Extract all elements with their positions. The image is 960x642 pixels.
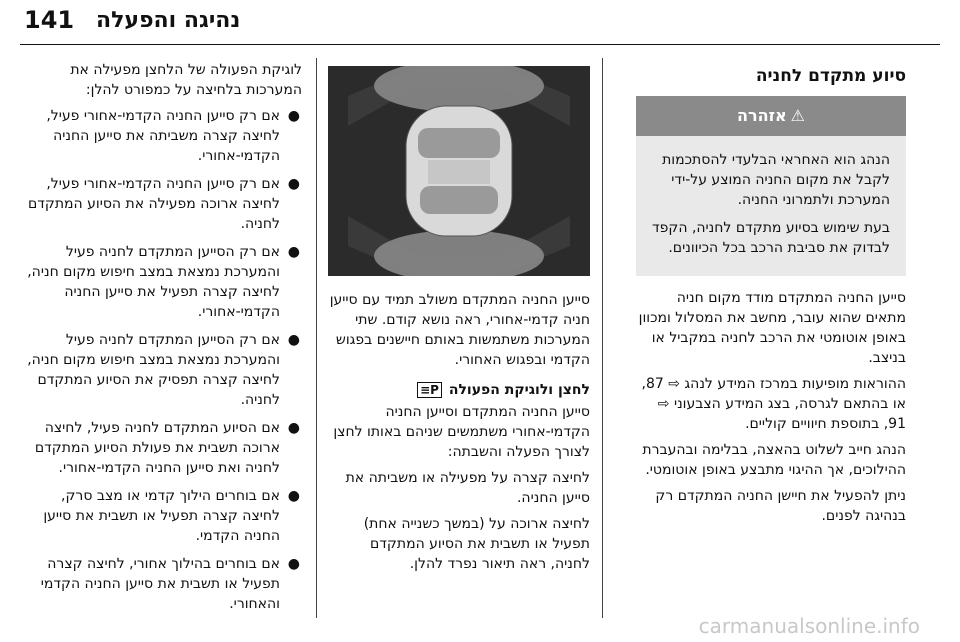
column-divider-right: [602, 58, 603, 618]
column-left: [26, 60, 302, 622]
column-divider-left: [316, 58, 317, 618]
bullet-icon: ●: [287, 488, 300, 504]
list-item: ● אם הסיוע המתקדם לחניה פעיל, לחיצה ארוכה תשבית את פעולת הסיוע המתקדם לחניה ואת סייען החניה הקדמי-אחורי.: [34, 420, 300, 476]
parking-sensor-illustration: [328, 66, 590, 276]
bullet-icon: ●: [287, 556, 300, 572]
watermark: carmanualsonline.info: [698, 614, 920, 638]
warning-body: [636, 136, 906, 276]
list-item: ● אם רק סייען החניה הקדמי-אחורי פעיל, לחיצה קצרה משביתה את סייען החניה הקדמי-אחורי.: [46, 108, 300, 164]
page-title: נהיגה והפעלה: [96, 8, 241, 33]
body-paragraph: סייען החניה המתקדם וסייען החניה הקדמי-אחורי משתמשים שניהם באותו לחצן לצורך הפעלה והשבתה:: [333, 404, 590, 460]
header-rule: [20, 44, 940, 45]
body-paragraph: לחיצה קצרה על מפעילה או משביתה את סייען החניה.: [345, 470, 590, 506]
car-sensor-diagram: [328, 66, 590, 276]
column-middle: [328, 60, 590, 580]
bullet-icon: ●: [287, 108, 300, 124]
warning-header: [636, 96, 906, 136]
body-paragraph: לוגיקת הפעולה של הלחצן מפעילה את המערכות בלחיצה על כמפורט להלן:: [70, 62, 302, 98]
page-header: [0, 0, 960, 50]
subheading: [328, 380, 590, 400]
bullet-list: [26, 106, 302, 614]
subheading-text: לחצן ולוגיקת הפעולה: [448, 382, 590, 398]
body-paragraph: ההוראות מופיעות במרכז המידע לנהג ⇨ 87, או בהתאם לגרסה, בצג המידע הצבעוני ⇨ 91, בתוספת חיוויים קוליים.: [641, 376, 906, 432]
page-number: 141: [24, 6, 75, 34]
bullet-icon: ●: [287, 244, 300, 260]
body-paragraph: הנהג חייב לשלוט בהאצה, בבלימה ובהעברת ההילוכים, אך ההיגוי מתבצע באופן אוטומטי.: [642, 442, 906, 478]
bullet-icon: ●: [287, 176, 300, 192]
warning-paragraph: בעת שימוש בסיוע מתקדם לחניה, הקפד לבדוק את סביבת הרכב בכל הכיוונים.: [652, 220, 890, 256]
list-item: ● אם בוחרים בהילוך אחורי, לחיצה קצרה תפעיל או תשבית את סייען החניה הקדמי והאחורי.: [40, 556, 300, 612]
column-right: [636, 60, 906, 532]
warning-paragraph: הנהג הוא האחראי הבלעדי להסתכמות לקבל את מקום החניה המוצע על-ידי המערכת ולתמרוני החניה.: [662, 152, 890, 208]
warning-title: אזהרה: [736, 106, 787, 125]
list-item: ● אם בוחרים הילוך קדמי או מצב סרק, לחיצה קצרה תפעיל או תשבית את סייען החניה הקדמי.: [43, 488, 300, 544]
body-paragraph: לחיצה ארוכה על (במשך כשנייה אחת) תפעיל או תשבית את הסיוע המתקדם לחניה, ראה תיאור נפרד להלן.: [363, 516, 590, 572]
list-item: ● אם רק הסייען המתקדם לחניה פעיל והמערכת נמצאת במצב חיפוש מקום חניה, לחיצה קצרה תפסיק את הסיוע המתקדם לחניה.: [27, 332, 300, 408]
warning-triangle-icon: ⚠: [790, 106, 805, 125]
list-item: ● אם רק הסייען המתקדם לחניה פעיל והמערכת נמצאת במצב חיפוש מקום חניה, לחיצה קצרה תפעיל את סייען החניה הקדמי-אחורי.: [27, 244, 300, 320]
bullet-icon: ●: [287, 332, 300, 348]
section-title: סיוע מתקדם לחניה: [755, 66, 906, 86]
bullet-icon: ●: [287, 420, 300, 436]
body-paragraph: ניתן להפעיל את חיישן החניה המתקדם רק בנהיגה לפנים.: [655, 488, 906, 524]
parking-button-icon: P≡: [417, 382, 442, 398]
warning-box: [636, 96, 906, 276]
body-paragraph: סייען החניה המתקדם מודד מקום חניה מתאים שהוא עובר, מחשב את המסלול ומכוון באופן אוטומטי את הרכב לחניה במקביל או בניצב.: [638, 290, 906, 366]
list-item: ● אם רק סייען החניה הקדמי-אחורי פעיל, לחיצה ארוכה מפעילה את הסיוע המתקדם לחניה.: [27, 176, 300, 232]
body-paragraph: סייען החניה המתקדם משולב תמיד עם סייען חניה קדמי-אחורי, ראה נושא קודם. שתי המערכות משתמשות באותם חיישנים בפגוש הקדמי ובפגוש האחורי.: [329, 292, 590, 368]
